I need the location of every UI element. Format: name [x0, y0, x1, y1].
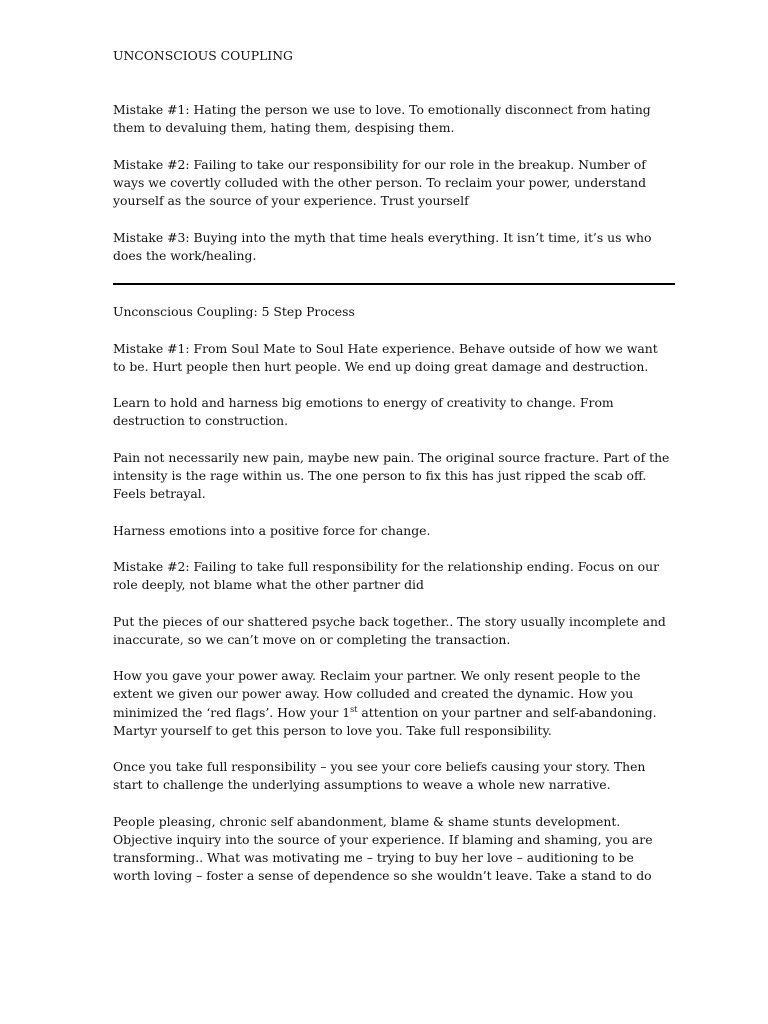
- section2-harness-emotions: Harness emotions into a positive force for change.: [113, 522, 431, 538]
- section1-mistake-2: Mistake #2: Failing to take our responsibility for our role in the breakup. Number of ways we covertly colluded with the other person. To reclaim your power, understand yourself as the source of your experience. Trust yourself: [113, 156, 647, 209]
- power-text-before: How you gave your power away. Reclaim your partner. We only resent people to the extent we given our power away. How colluded and created the dynamic. How you minimized the ‘red flags’. How your 1: [113, 668, 641, 720]
- power-paragraph: [113, 667, 673, 740]
- power-text-after: attention on your partner and self-abandoning. Martyr yourself to get this person to love you. Take full responsibility.: [113, 704, 657, 738]
- document-page: [113, 47, 673, 904]
- responsibility-paragraph: Once you take full responsibility – you see your core beliefs causing your story. Then start to challenge the underlying assumptions to weave a whole new narrative.: [113, 759, 646, 793]
- section2-mistake-2: Mistake #2: Failing to take full responsibility for the relationship ending. Focus on our role deeply, not blame what the other partner did: [113, 558, 660, 593]
- power-superscript: st: [350, 704, 358, 714]
- document-title: UNCONSCIOUS COUPLING: [113, 48, 293, 63]
- section2-heading: Unconscious Coupling: 5 Step Process: [113, 304, 355, 320]
- section2-harness-creativity: Learn to hold and harness big emotions to energy of creativity to change. From destruction to construction.: [113, 395, 614, 429]
- section2-shattered-psyche: Put the pieces of our shattered psyche back together.. The story usually incomplete and inaccurate, so we can’t move on or completing the transaction.: [113, 613, 666, 647]
- section2-pain: Pain not necessarily new pain, maybe new pain. The original source fracture. Part of the intensity is the rage within us. The one person to fix this has just ripped the scab off. Feels betrayal.: [113, 449, 670, 502]
- section1-mistake-3: Mistake #3: Buying into the myth that time heals everything. It isn’t time, it’s us who does the work/healing.: [113, 229, 652, 263]
- people-pleasing-paragraph: People pleasing, chronic self abandonment, blame & shame stunts development. Objective inquiry into the source of your experience. If blaming and shaming, you are transforming.. What was motivating me – trying to buy her love – auditioning to be worth loving – foster a sense of dependence so she wouldn’t leave. Take a stand to do: [113, 813, 653, 884]
- section1-mistake-1: Mistake #1: Hating the person we use to love. To emotionally disconnect from hating them to devaluing them, hating them, despising them.: [113, 102, 651, 136]
- section2-mistake-1: Mistake #1: From Soul Mate to Soul Hate experience. Behave outside of how we want to be. Hurt people then hurt people. We end up doing great damage and destruction.: [113, 340, 658, 374]
- horizontal-divider: [113, 283, 675, 285]
